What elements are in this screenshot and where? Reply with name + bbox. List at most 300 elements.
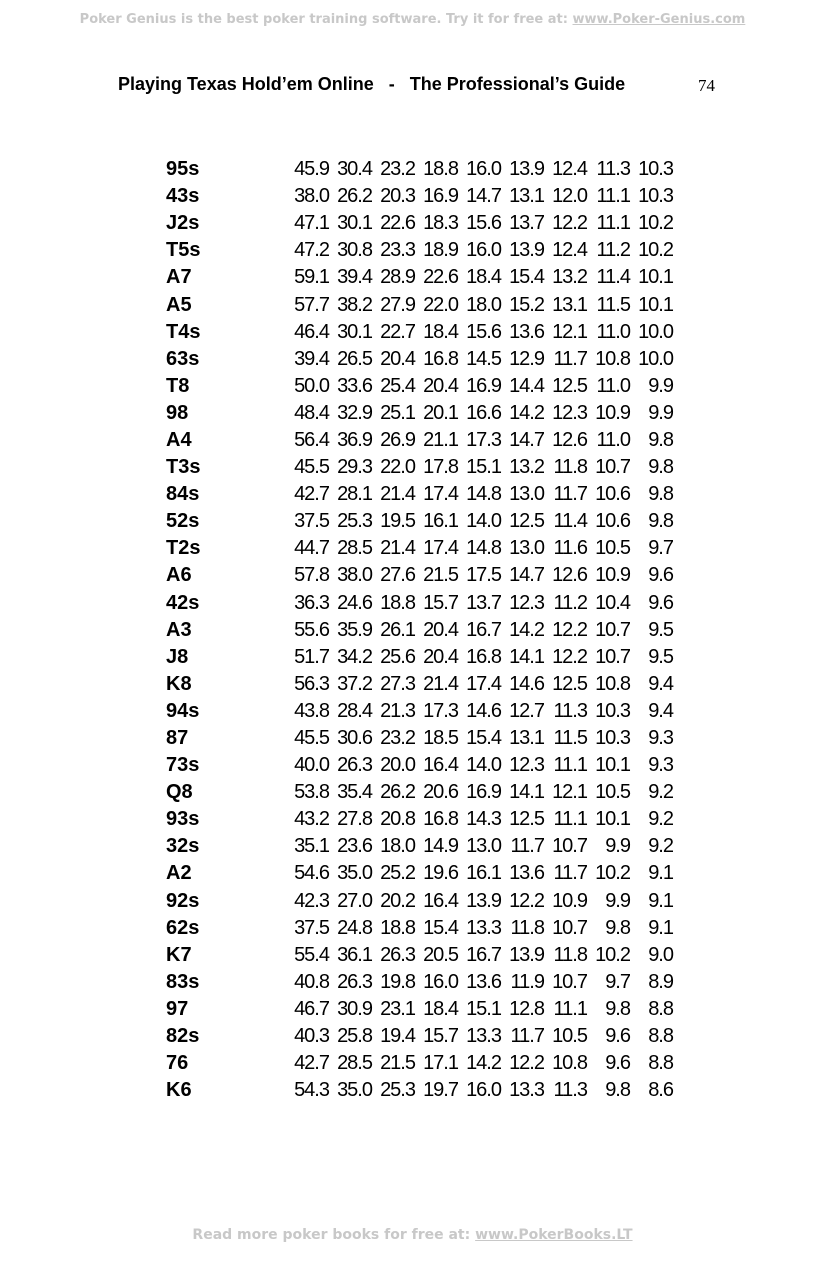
- odds-value-cell: 13.6: [466, 970, 501, 993]
- odds-value-cell: 9.7: [605, 970, 630, 993]
- odds-value-cell: 16.8: [423, 808, 458, 831]
- odds-value-cell: 10.7: [552, 916, 587, 939]
- odds-value-cell: 11.8: [553, 456, 587, 479]
- odds-value-cell: 16.9: [466, 781, 501, 804]
- odds-value-cell: 10.7: [552, 835, 587, 858]
- odds-value-cell: 11.4: [596, 266, 630, 289]
- odds-value-cell: 15.6: [466, 320, 501, 343]
- odds-value-cell: 11.9: [510, 970, 544, 993]
- odds-value-cell: 21.5: [380, 1052, 415, 1075]
- odds-value-cell: 9.5: [648, 618, 673, 641]
- odds-value-cell: 14.8: [466, 537, 501, 560]
- odds-value-cell: 10.2: [638, 239, 673, 262]
- odds-value-cell: 21.4: [380, 483, 415, 506]
- odds-value-cell: 11.7: [510, 1025, 544, 1048]
- odds-value-cell: 10.3: [638, 158, 673, 181]
- odds-value-cell: 35.4: [337, 781, 372, 804]
- table-row: [166, 264, 673, 291]
- odds-value-cell: 36.9: [337, 428, 372, 451]
- odds-value-cell: 15.4: [509, 266, 544, 289]
- odds-value-cell: 12.2: [509, 889, 544, 912]
- table-row: [166, 562, 673, 589]
- odds-value-cell: 38.0: [294, 185, 329, 208]
- odds-value-cell: 18.8: [380, 916, 415, 939]
- odds-value-cell: 9.8: [605, 1079, 630, 1102]
- odds-value-cell: 19.7: [423, 1079, 458, 1102]
- odds-value-cell: 10.1: [595, 808, 630, 831]
- odds-value-cell: 9.9: [605, 889, 630, 912]
- odds-value-cell: 22.6: [423, 266, 458, 289]
- odds-value-cell: 13.6: [509, 862, 544, 885]
- odds-value-cell: 45.9: [294, 158, 329, 181]
- odds-value-cell: 30.6: [337, 727, 372, 750]
- odds-value-cell: 21.4: [423, 672, 458, 695]
- odds-value-cell: 28.1: [337, 483, 372, 506]
- odds-value-cell: 13.0: [509, 537, 544, 560]
- odds-value-cell: 16.0: [466, 158, 501, 181]
- odds-value-cell: 9.8: [605, 997, 630, 1020]
- table-row: [166, 833, 673, 860]
- odds-value-cell: 11.8: [510, 916, 544, 939]
- odds-value-cell: 27.8: [337, 808, 372, 831]
- odds-value-cell: 14.6: [509, 672, 544, 695]
- odds-value-cell: 14.2: [466, 1052, 501, 1075]
- hand-cell: A7: [166, 266, 192, 289]
- odds-value-cell: 26.3: [337, 970, 372, 993]
- odds-value-cell: 54.3: [294, 1079, 329, 1102]
- table-row: [166, 319, 673, 346]
- table-row: [166, 725, 673, 752]
- odds-value-cell: 10.7: [595, 456, 630, 479]
- odds-value-cell: 36.3: [294, 591, 329, 614]
- odds-value-cell: 18.4: [466, 266, 501, 289]
- odds-value-cell: 18.3: [423, 212, 458, 235]
- odds-value-cell: 15.7: [423, 591, 458, 614]
- odds-value-cell: 26.2: [380, 781, 415, 804]
- odds-value-cell: 30.4: [337, 158, 372, 181]
- promo-banner-top: [0, 12, 825, 27]
- odds-value-cell: 12.6: [552, 428, 587, 451]
- odds-value-cell: 47.1: [294, 212, 329, 235]
- hand-cell: 92s: [166, 889, 200, 912]
- odds-value-cell: 30.1: [337, 212, 372, 235]
- odds-value-cell: 39.4: [294, 347, 329, 370]
- odds-value-cell: 9.5: [648, 645, 673, 668]
- odds-value-cell: 12.7: [509, 699, 544, 722]
- odds-value-cell: 48.4: [294, 401, 329, 424]
- odds-value-cell: 16.6: [466, 401, 501, 424]
- odds-value-cell: 35.0: [337, 1079, 372, 1102]
- table-row: [166, 590, 673, 617]
- odds-value-cell: 12.3: [509, 591, 544, 614]
- table-row: [166, 779, 673, 806]
- odds-value-cell: 35.0: [337, 862, 372, 885]
- table-row: [166, 1050, 673, 1077]
- odds-value-cell: 12.1: [552, 781, 587, 804]
- odds-value-cell: 16.0: [466, 239, 501, 262]
- odds-value-cell: 28.5: [337, 1052, 372, 1075]
- odds-value-cell: 20.0: [380, 754, 415, 777]
- odds-value-cell: 13.9: [509, 158, 544, 181]
- odds-value-cell: 10.5: [552, 1025, 587, 1048]
- hand-cell: 43s: [166, 185, 200, 208]
- odds-value-cell: 12.1: [552, 320, 587, 343]
- odds-value-cell: 18.8: [423, 158, 458, 181]
- table-row: [166, 183, 673, 210]
- odds-value-cell: 55.4: [294, 943, 329, 966]
- table-row: [166, 996, 673, 1023]
- odds-value-cell: 12.6: [552, 564, 587, 587]
- odds-value-cell: 13.6: [509, 320, 544, 343]
- odds-value-cell: 20.4: [380, 347, 415, 370]
- table-row: [166, 481, 673, 508]
- odds-value-cell: 19.4: [380, 1025, 415, 1048]
- odds-value-cell: 13.2: [552, 266, 587, 289]
- odds-value-cell: 47.2: [294, 239, 329, 262]
- odds-value-cell: 10.1: [595, 754, 630, 777]
- promo-banner-bottom: [0, 1227, 825, 1243]
- hand-cell: 84s: [166, 483, 200, 506]
- odds-value-cell: 9.6: [648, 564, 673, 587]
- odds-value-cell: 20.6: [423, 781, 458, 804]
- odds-value-cell: 30.1: [337, 320, 372, 343]
- odds-value-cell: 14.6: [466, 699, 501, 722]
- odds-value-cell: 18.0: [466, 293, 501, 316]
- odds-value-cell: 14.2: [509, 401, 544, 424]
- odds-value-cell: 11.1: [553, 997, 587, 1020]
- odds-value-cell: 11.6: [553, 537, 587, 560]
- odds-value-cell: 14.1: [509, 781, 544, 804]
- odds-value-cell: 56.4: [294, 428, 329, 451]
- odds-value-cell: 55.6: [294, 618, 329, 641]
- odds-value-cell: 13.3: [466, 916, 501, 939]
- table-row: [166, 400, 673, 427]
- odds-value-cell: 40.0: [294, 754, 329, 777]
- odds-value-cell: 26.3: [337, 754, 372, 777]
- odds-value-cell: 40.8: [294, 970, 329, 993]
- odds-value-cell: 27.0: [337, 889, 372, 912]
- odds-value-cell: 8.8: [648, 997, 673, 1020]
- odds-value-cell: 20.2: [380, 889, 415, 912]
- odds-value-cell: 57.7: [294, 293, 329, 316]
- odds-value-cell: 28.4: [337, 699, 372, 722]
- hand-cell: K6: [166, 1079, 192, 1102]
- odds-value-cell: 12.5: [552, 374, 587, 397]
- odds-value-cell: 26.1: [380, 618, 415, 641]
- odds-value-cell: 20.4: [423, 618, 458, 641]
- odds-value-cell: 22.0: [380, 456, 415, 479]
- odds-value-cell: 34.2: [337, 645, 372, 668]
- odds-value-cell: 16.8: [423, 347, 458, 370]
- odds-value-cell: 12.0: [552, 185, 587, 208]
- odds-value-cell: 9.2: [648, 835, 673, 858]
- odds-value-cell: 40.3: [294, 1025, 329, 1048]
- hand-cell: 93s: [166, 808, 200, 831]
- odds-value-cell: 21.4: [380, 537, 415, 560]
- odds-value-cell: 12.9: [509, 347, 544, 370]
- odds-value-cell: 19.8: [380, 970, 415, 993]
- odds-value-cell: 18.4: [423, 320, 458, 343]
- odds-value-cell: 25.2: [380, 862, 415, 885]
- odds-value-cell: 23.1: [380, 997, 415, 1020]
- odds-value-cell: 9.6: [605, 1052, 630, 1075]
- odds-value-cell: 10.0: [638, 347, 673, 370]
- odds-value-cell: 11.8: [553, 943, 587, 966]
- odds-value-cell: 18.0: [380, 835, 415, 858]
- table-row: [166, 1077, 673, 1104]
- odds-value-cell: 9.7: [648, 537, 673, 560]
- hand-cell: K8: [166, 672, 192, 695]
- odds-value-cell: 20.8: [380, 808, 415, 831]
- hand-cell: T4s: [166, 320, 201, 343]
- odds-value-cell: 54.6: [294, 862, 329, 885]
- table-row: [166, 644, 673, 671]
- odds-value-cell: 50.0: [294, 374, 329, 397]
- odds-value-cell: 28.9: [380, 266, 415, 289]
- odds-value-cell: 42.7: [294, 483, 329, 506]
- table-row: [166, 1023, 673, 1050]
- odds-value-cell: 27.6: [380, 564, 415, 587]
- odds-value-cell: 9.9: [648, 374, 673, 397]
- odds-value-cell: 16.0: [466, 1079, 501, 1102]
- odds-value-cell: 9.9: [605, 835, 630, 858]
- table-row: [166, 427, 673, 454]
- odds-value-cell: 9.9: [648, 401, 673, 424]
- odds-value-cell: 9.1: [648, 862, 673, 885]
- hand-cell: A3: [166, 618, 192, 641]
- odds-value-cell: 13.3: [509, 1079, 544, 1102]
- odds-value-cell: 15.7: [423, 1025, 458, 1048]
- odds-value-cell: 43.8: [294, 699, 329, 722]
- odds-value-cell: 12.5: [509, 808, 544, 831]
- odds-value-cell: 12.4: [552, 239, 587, 262]
- odds-value-cell: 35.9: [337, 618, 372, 641]
- odds-value-cell: 20.4: [423, 374, 458, 397]
- odds-value-cell: 59.1: [294, 266, 329, 289]
- odds-value-cell: 9.8: [605, 916, 630, 939]
- odds-value-cell: 11.5: [553, 727, 587, 750]
- odds-value-cell: 14.2: [509, 618, 544, 641]
- odds-value-cell: 25.4: [380, 374, 415, 397]
- table-row: [166, 373, 673, 400]
- odds-value-cell: 57.8: [294, 564, 329, 587]
- odds-value-cell: 13.1: [509, 185, 544, 208]
- odds-value-cell: 17.3: [466, 428, 501, 451]
- odds-value-cell: 11.0: [596, 320, 630, 343]
- odds-value-cell: 11.1: [553, 754, 587, 777]
- odds-value-cell: 10.9: [552, 889, 587, 912]
- hand-cell: 83s: [166, 970, 200, 993]
- odds-value-cell: 36.1: [337, 943, 372, 966]
- odds-value-cell: 10.5: [595, 537, 630, 560]
- odds-value-cell: 21.5: [423, 564, 458, 587]
- odds-value-cell: 13.9: [466, 889, 501, 912]
- odds-value-cell: 30.9: [337, 997, 372, 1020]
- odds-value-cell: 15.6: [466, 212, 501, 235]
- poker-genius-link[interactable]: www.Poker-Genius.com: [572, 12, 746, 27]
- odds-value-cell: 16.7: [466, 618, 501, 641]
- odds-value-cell: 10.2: [595, 943, 630, 966]
- odds-value-cell: 20.4: [423, 645, 458, 668]
- odds-value-cell: 13.7: [509, 212, 544, 235]
- odds-value-cell: 13.0: [509, 483, 544, 506]
- odds-value-cell: 18.9: [423, 239, 458, 262]
- odds-value-cell: 15.2: [509, 293, 544, 316]
- hand-odds-table-body: [166, 156, 673, 1104]
- table-row: [166, 454, 673, 481]
- odds-value-cell: 27.9: [380, 293, 415, 316]
- odds-value-cell: 37.2: [337, 672, 372, 695]
- odds-value-cell: 12.3: [509, 754, 544, 777]
- odds-value-cell: 16.1: [466, 862, 501, 885]
- odds-value-cell: 33.6: [337, 374, 372, 397]
- odds-value-cell: 22.6: [380, 212, 415, 235]
- odds-value-cell: 13.1: [509, 727, 544, 750]
- odds-value-cell: 11.2: [596, 239, 630, 262]
- odds-value-cell: 11.3: [596, 158, 630, 181]
- odds-value-cell: 9.6: [648, 591, 673, 614]
- odds-value-cell: 29.3: [337, 456, 372, 479]
- odds-value-cell: 10.0: [638, 320, 673, 343]
- odds-value-cell: 20.3: [380, 185, 415, 208]
- hand-cell: 42s: [166, 591, 200, 614]
- odds-value-cell: 12.2: [552, 645, 587, 668]
- hand-cell: 94s: [166, 699, 200, 722]
- odds-value-cell: 25.8: [337, 1025, 372, 1048]
- odds-value-cell: 9.8: [648, 428, 673, 451]
- hand-cell: A6: [166, 564, 192, 587]
- odds-value-cell: 45.5: [294, 727, 329, 750]
- odds-value-cell: 53.8: [294, 781, 329, 804]
- odds-value-cell: 9.4: [648, 672, 673, 695]
- hand-cell: 62s: [166, 916, 200, 939]
- odds-value-cell: 16.1: [423, 510, 458, 533]
- table-row: [166, 617, 673, 644]
- table-row: [166, 860, 673, 887]
- odds-value-cell: 37.5: [294, 916, 329, 939]
- odds-value-cell: 12.2: [552, 212, 587, 235]
- table-row: [166, 915, 673, 942]
- odds-value-cell: 13.9: [509, 943, 544, 966]
- odds-value-cell: 26.3: [380, 943, 415, 966]
- promo-top-text: Poker Genius is the best poker training software. Try it for free at:: [79, 12, 573, 27]
- odds-value-cell: 11.1: [596, 212, 630, 235]
- hand-cell: J8: [166, 645, 189, 668]
- odds-value-cell: 24.6: [337, 591, 372, 614]
- odds-value-cell: 14.7: [466, 185, 501, 208]
- odds-value-cell: 18.5: [423, 727, 458, 750]
- odds-value-cell: 21.1: [423, 428, 458, 451]
- odds-value-cell: 15.4: [466, 727, 501, 750]
- table-row: [166, 942, 673, 969]
- odds-value-cell: 16.0: [423, 970, 458, 993]
- odds-value-cell: 27.3: [380, 672, 415, 695]
- odds-value-cell: 23.6: [337, 835, 372, 858]
- hand-cell: T5s: [166, 239, 201, 262]
- odds-value-cell: 39.4: [337, 266, 372, 289]
- odds-value-cell: 30.8: [337, 239, 372, 262]
- odds-value-cell: 12.8: [509, 997, 544, 1020]
- odds-value-cell: 11.2: [553, 591, 587, 614]
- odds-value-cell: 11.3: [553, 1079, 587, 1102]
- odds-value-cell: 11.1: [596, 185, 630, 208]
- odds-value-cell: 45.5: [294, 456, 329, 479]
- hand-cell: 73s: [166, 754, 200, 777]
- odds-value-cell: 15.4: [423, 916, 458, 939]
- table-row: [166, 969, 673, 996]
- book-title: Playing Texas Hold’em Online - The Professional’s Guide: [118, 74, 626, 94]
- odds-value-cell: 11.3: [553, 699, 587, 722]
- table-row: [166, 535, 673, 562]
- odds-value-cell: 17.3: [423, 699, 458, 722]
- odds-value-cell: 42.3: [294, 889, 329, 912]
- odds-value-cell: 10.8: [595, 347, 630, 370]
- table-row: [166, 752, 673, 779]
- hand-odds-table: [166, 156, 673, 1104]
- odds-value-cell: 10.8: [595, 672, 630, 695]
- odds-value-cell: 9.4: [648, 699, 673, 722]
- odds-value-cell: 14.9: [423, 835, 458, 858]
- hand-cell: 52s: [166, 510, 200, 533]
- odds-value-cell: 12.5: [509, 510, 544, 533]
- odds-value-cell: 10.6: [595, 483, 630, 506]
- odds-value-cell: 11.1: [553, 808, 587, 831]
- table-row: [166, 888, 673, 915]
- odds-value-cell: 38.2: [337, 293, 372, 316]
- odds-value-cell: 14.5: [466, 347, 501, 370]
- odds-value-cell: 14.4: [509, 374, 544, 397]
- odds-value-cell: 10.2: [595, 862, 630, 885]
- odds-value-cell: 12.2: [509, 1052, 544, 1075]
- odds-value-cell: 17.4: [423, 483, 458, 506]
- odds-value-cell: 17.5: [466, 564, 501, 587]
- odds-value-cell: 10.5: [595, 781, 630, 804]
- odds-value-cell: 23.2: [380, 727, 415, 750]
- odds-value-cell: 14.0: [466, 510, 501, 533]
- table-row: [166, 698, 673, 725]
- hand-cell: 32s: [166, 835, 200, 858]
- odds-value-cell: 11.4: [553, 510, 587, 533]
- odds-value-cell: 25.6: [380, 645, 415, 668]
- poker-books-link[interactable]: www.PokerBooks.LT: [475, 1227, 633, 1243]
- odds-value-cell: 18.8: [380, 591, 415, 614]
- odds-value-cell: 16.9: [423, 185, 458, 208]
- odds-value-cell: 10.7: [595, 645, 630, 668]
- odds-value-cell: 56.3: [294, 672, 329, 695]
- hand-cell: J2s: [166, 212, 200, 235]
- odds-value-cell: 13.0: [466, 835, 501, 858]
- odds-value-cell: 38.0: [337, 564, 372, 587]
- odds-value-cell: 10.2: [638, 212, 673, 235]
- odds-value-cell: 12.4: [552, 158, 587, 181]
- hand-cell: 87: [166, 727, 189, 750]
- odds-value-cell: 9.1: [648, 889, 673, 912]
- odds-value-cell: 43.2: [294, 808, 329, 831]
- odds-value-cell: 14.3: [466, 808, 501, 831]
- hand-cell: 95s: [166, 158, 200, 181]
- odds-value-cell: 8.8: [648, 1052, 673, 1075]
- odds-value-cell: 13.2: [509, 456, 544, 479]
- hand-cell: 76: [166, 1052, 189, 1075]
- odds-value-cell: 10.7: [595, 618, 630, 641]
- odds-value-cell: 25.1: [380, 401, 415, 424]
- odds-value-cell: 13.9: [509, 239, 544, 262]
- odds-value-cell: 14.7: [509, 428, 544, 451]
- odds-value-cell: 9.1: [648, 916, 673, 939]
- odds-value-cell: 10.1: [638, 266, 673, 289]
- odds-value-cell: 26.9: [380, 428, 415, 451]
- odds-value-cell: 10.7: [552, 970, 587, 993]
